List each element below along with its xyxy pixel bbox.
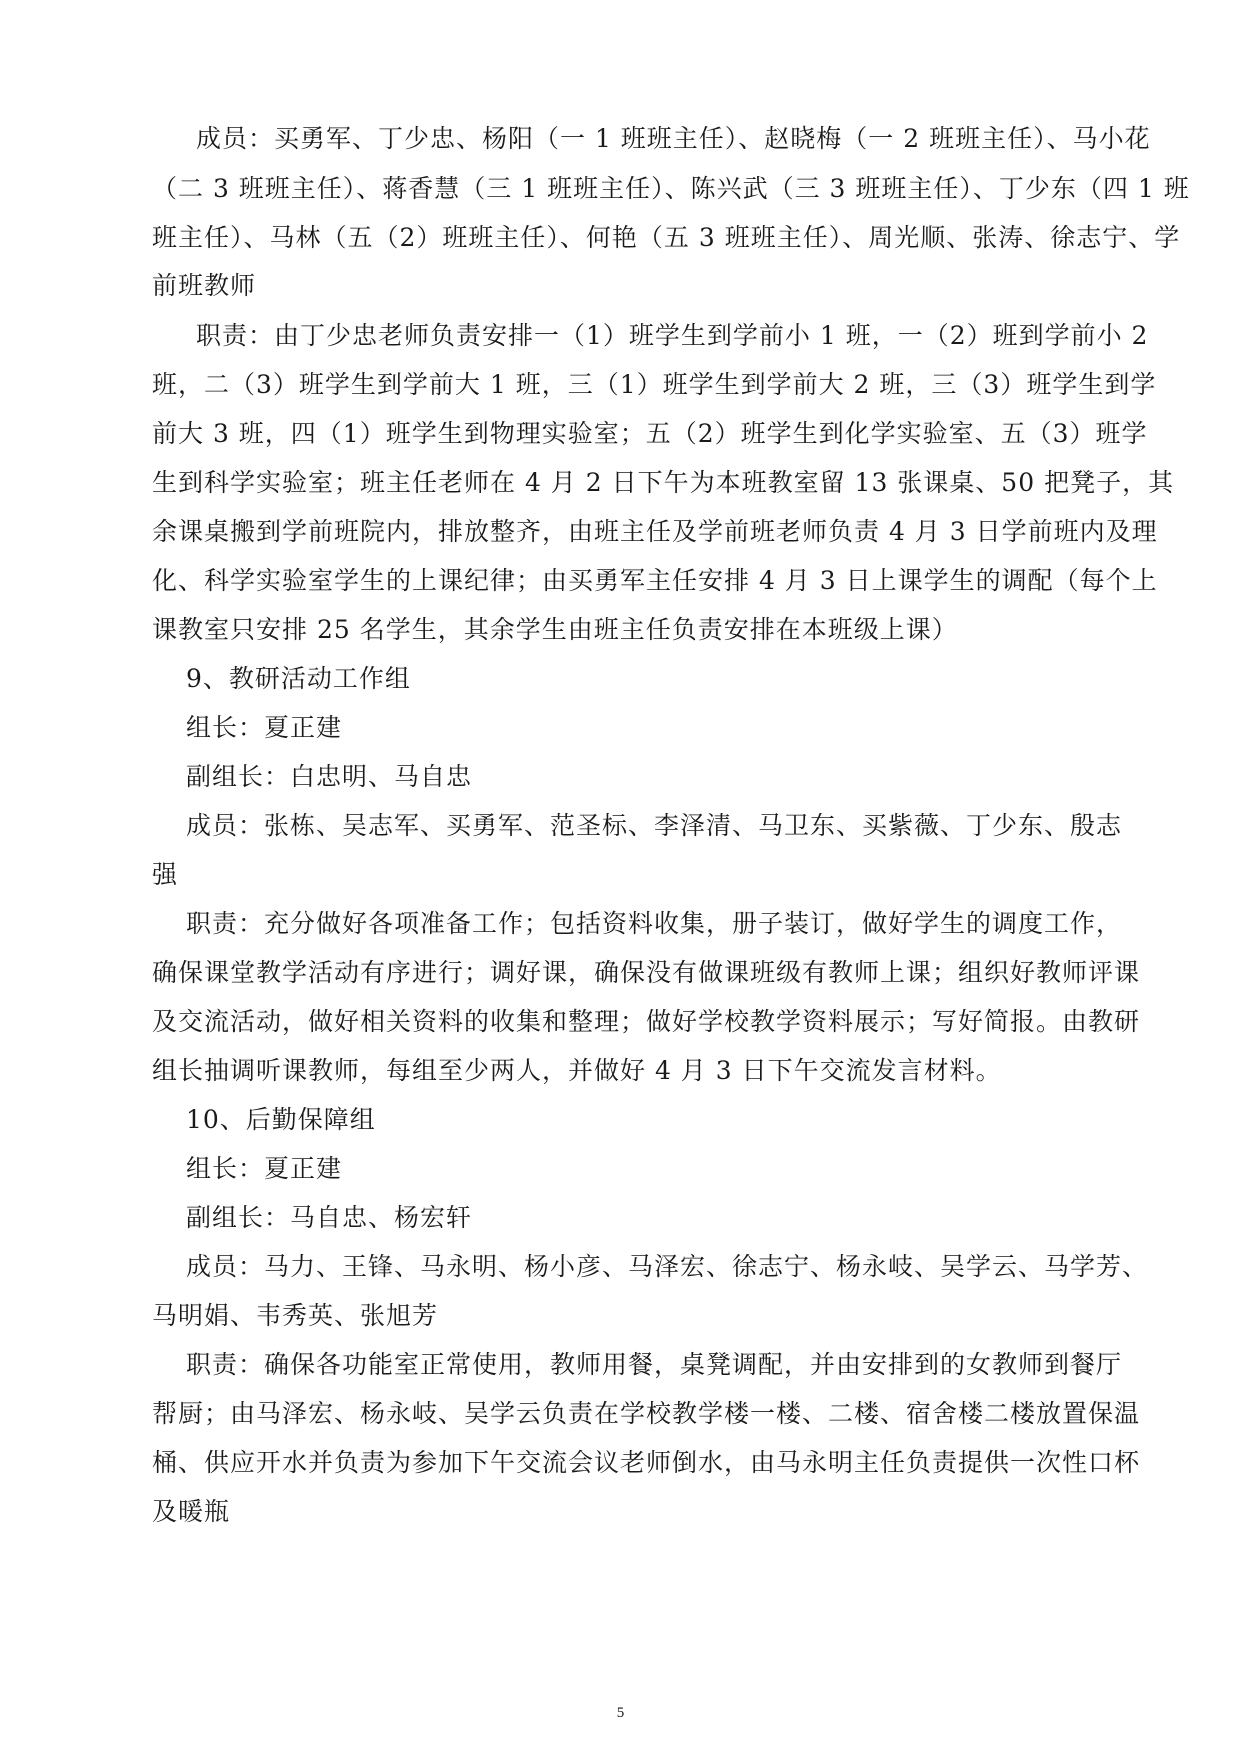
section8-duty-line-7: 课教室只安排 25 名学生，其余学生由班主任负责安排在本班级上课） bbox=[152, 615, 958, 644]
section9-duty-line-4: 组长抽调听课教师，每组至少两人，并做好 4 月 3 日下午交流发言材料。 bbox=[152, 1056, 1002, 1085]
page-number: 5 bbox=[616, 1705, 625, 1721]
section10-heading: 10、后勤保障组 bbox=[186, 1105, 376, 1134]
section8-members-line-4: 前班教师 bbox=[152, 271, 257, 300]
section8-duty-line-3: 前大 3 班，四（1）班学生到物理实验室；五（2）班学生到化学实验室、五（3）班学 bbox=[152, 419, 1148, 448]
section10-members-line-2: 马明娟、韦秀英、张旭芳 bbox=[152, 1301, 439, 1330]
section9-members-line-2: 强 bbox=[152, 860, 179, 889]
section8-duty-line-1: 职责：由丁少忠老师负责安排一（1）班学生到学前小 1 班，一（2）班到学前小 2 bbox=[196, 321, 1149, 350]
section8-members-line-1: 成员：买勇军、丁少忠、杨阳（一 1 班班主任）、赵晓梅（一 2 班班主任）、马小花 bbox=[196, 124, 1151, 153]
section10-duty-line-4: 及暖瓶 bbox=[152, 1497, 231, 1526]
section9-leader: 组长：夏正建 bbox=[186, 713, 343, 742]
section8-duty-line-5: 余课桌搬到学前班院内，排放整齐，由班主任及学前班老师负责 4 月 3 日学前班内及理 bbox=[152, 517, 1158, 546]
section9-duty-line-1: 职责：充分做好各项准备工作；包括资料收集，册子装订，做好学生的调度工作， bbox=[186, 909, 1123, 938]
section10-deputy: 副组长：马自忠、杨宏轩 bbox=[186, 1203, 473, 1232]
section9-duty-line-2: 确保课堂教学活动有序进行；调好课，确保没有做课班级有教师上课；组织好教师评课 bbox=[152, 958, 1141, 987]
section9-deputy: 副组长：白忠明、马自忠 bbox=[186, 762, 473, 791]
section8-members-line-3: 班主任）、马林（五（2）班班主任）、何艳（五 3 班班主任）、周光顺、张涛、徐志宁、学 bbox=[152, 223, 1181, 252]
section9-heading: 9、教研活动工作组 bbox=[186, 664, 411, 693]
section8-duty-line-2: 班，二（3）班学生到学前大 1 班，三（1）班学生到学前大 2 班，三（3）班学生到学 bbox=[152, 370, 1157, 399]
section9-members-line-1: 成员：张栋、吴志军、买勇军、范圣标、李泽清、马卫东、买紫薇、丁少东、殷志 bbox=[186, 811, 1123, 840]
section10-leader: 组长：夏正建 bbox=[186, 1154, 343, 1183]
section8-duty-line-6: 化、科学实验室学生的上课纪律；由买勇军主任安排 4 月 3 日上课学生的调配（每个上 bbox=[152, 566, 1158, 595]
section8-duty-line-4: 生到科学实验室；班主任老师在 4 月 2 日下午为本班教室留 13 张课桌、50 把凳子，其 bbox=[152, 468, 1175, 497]
section10-duty-line-3: 桶、供应开水并负责为参加下午交流会议老师倒水，由马永明主任负责提供一次性口杯 bbox=[152, 1448, 1141, 1477]
section9-duty-line-3: 及交流活动，做好相关资料的收集和整理；做好学校教学资料展示；写好简报。由教研 bbox=[152, 1007, 1141, 1036]
section10-duty-line-1: 职责：确保各功能室正常使用，教师用餐，桌凳调配，并由安排到的女教师到餐厅 bbox=[186, 1350, 1123, 1379]
section10-members-line-1: 成员：马力、王锋、马永明、杨小彦、马泽宏、徐志宁、杨永岐、吴学云、马学芳、 bbox=[186, 1252, 1149, 1281]
section8-members-line-2: （二 3 班班主任）、蒋香慧（三 1 班班主任）、陈兴武（三 3 班班主任）、丁少东（四 1 班 bbox=[152, 174, 1190, 203]
section10-duty-line-2: 帮厨；由马泽宏、杨永岐、吴学云负责在学校教学楼一楼、二楼、宿舍楼二楼放置保温 bbox=[152, 1399, 1141, 1428]
